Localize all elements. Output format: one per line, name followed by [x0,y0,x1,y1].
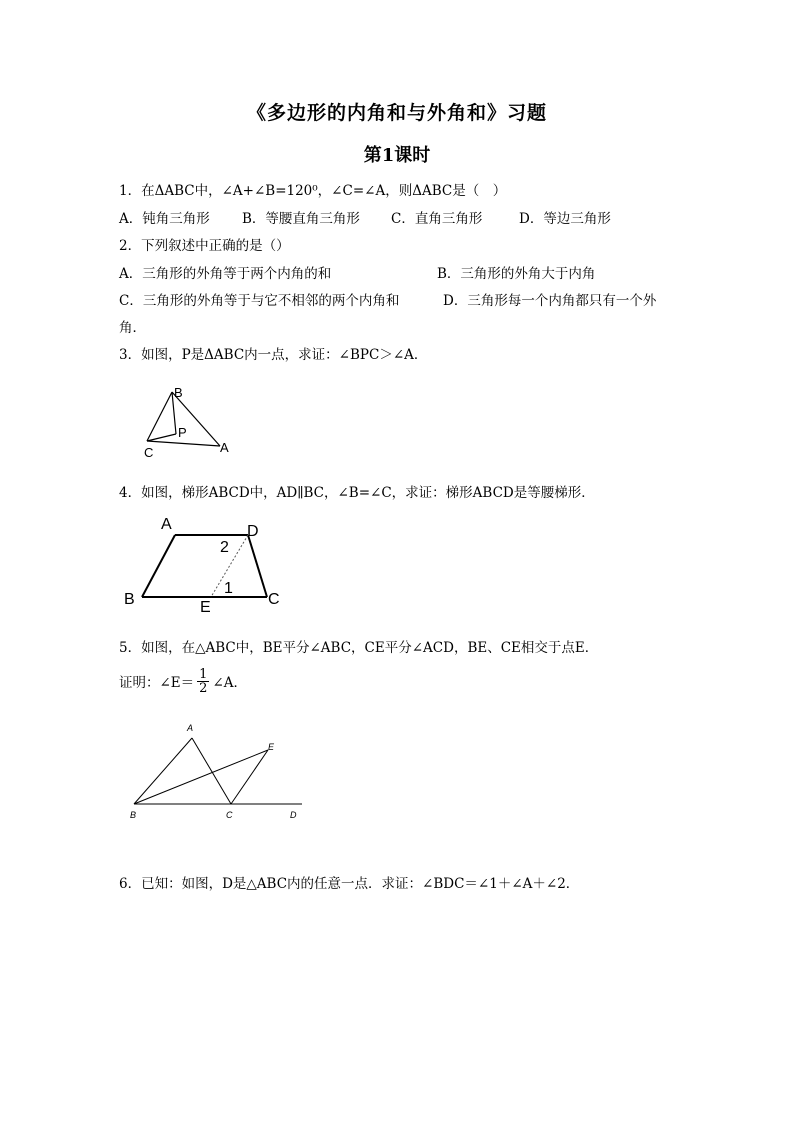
q5-proof-line [119,663,247,699]
q5-fraction-numerator: 1 [199,666,208,682]
q2-option-b: B．三角形的外角大于内角 [437,266,596,282]
q5-segment-ac [192,738,231,804]
q4-label-a: A [161,516,172,533]
q3-label-c: C [144,445,154,460]
q1-option-a: A．钝角三角形 [119,211,210,227]
q5-label-a: A [187,723,194,733]
q5-segment-ce [231,750,268,804]
q5-proof-suffix: ∠A． [212,675,248,691]
q3-segment-cp [147,434,176,441]
q5-label-d: D [290,810,297,820]
q2-option-d-continued: 角． [119,320,146,336]
q4-label-e: E [200,599,211,615]
q4-segment-dc [248,535,267,597]
q5-proof-prefix: 证明：∠E＝ [119,675,195,691]
q5-segment-be [134,750,268,804]
q6-stem: 6．已知：如图，D是△ABC内的任意一点．求证：∠BDC＝∠1＋∠A＋∠2． [119,876,580,892]
page-title: 《多边形的内角和与外角和》习题 [246,102,547,124]
q3-label-a: A [220,440,229,455]
q4-segment-ab [142,535,175,597]
q3-label-b: B [174,385,183,400]
q3-segment-bc [147,392,172,441]
q5-fraction-denominator: 2 [199,680,208,696]
q3-segment-ca [147,441,220,446]
q5-stem: 5．如图，在△ABC中，BE平分∠ABC，CE平分∠ACD，BE、CE相交于点E． [119,640,599,656]
q1-option-b: B．等腰直角三角形 [242,211,360,227]
q5-segment-ba [134,738,192,804]
q4-label-2: 2 [220,539,229,556]
q2-option-c: C．三角形的外角等于与它不相邻的两个内角和 [119,293,400,309]
q4-stem: 4．如图，梯形ABCD中，AD∥BC，∠B=∠C，求证：梯形ABCD是等腰梯形． [119,485,595,501]
q5-label-c: C [226,810,233,820]
q5-fraction-one-half [197,668,209,695]
page-subtitle: 第1课时 [363,145,431,166]
q1-option-c: C．直角三角形 [391,211,483,227]
q4-label-1: 1 [224,580,233,597]
q1-option-d: D．等边三角形 [519,211,611,227]
q2-option-d: D．三角形每一个内角都只有一个外 [443,293,657,309]
q3-stem: 3．如图，P是ΔABC内一点，求证：∠BPC＞∠A． [119,347,428,363]
q4-label-d: D [247,523,259,540]
q5-bisector-figure [122,720,312,830]
q4-trapezoid-figure [118,510,293,615]
q2-option-a: A．三角形的外角等于两个内角的和 [119,266,332,282]
q3-label-p: P [178,425,187,440]
q4-label-c: C [268,591,280,608]
q5-label-b: B [130,810,137,820]
q3-triangle-figure [140,380,250,465]
q2-stem: 2．下列叙述中正确的是（） [119,238,290,254]
q1-stem: 1．在ΔABC中，∠A+∠B=120⁰，∠C=∠A，则ΔABC是（ ） [119,183,507,199]
q4-label-b: B [124,591,135,608]
q5-label-e: E [268,742,275,752]
